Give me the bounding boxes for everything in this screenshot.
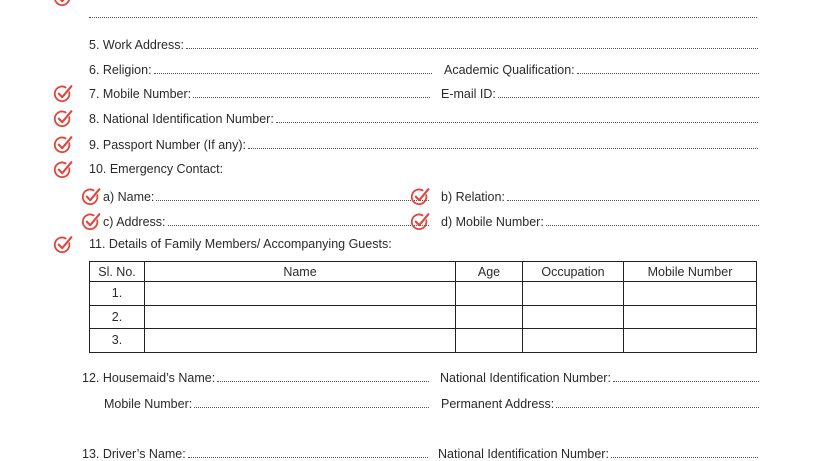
- mobile-number-label: 7. Mobile Number:: [89, 87, 192, 101]
- col-header-occupation: Occupation: [523, 262, 624, 282]
- col-header-mobile-number: Mobile Number: [624, 262, 757, 282]
- family-members-table: [89, 261, 757, 353]
- academic-qualification-field[interactable]: [444, 61, 759, 77]
- address-continuation-line: [89, 16, 757, 18]
- housemaid-address-field[interactable]: [441, 395, 759, 411]
- table-row: [90, 305, 757, 329]
- housemaid-mobile-field[interactable]: [104, 395, 429, 411]
- table-row: [90, 282, 757, 306]
- housemaid-nid-field[interactable]: [440, 369, 759, 385]
- housemaid-nid-label: National Identification Number:: [440, 371, 611, 385]
- occupation-cell[interactable]: [523, 282, 624, 306]
- emergency-address-field[interactable]: [103, 213, 429, 229]
- table-row: [90, 329, 757, 353]
- emergency-relation-field[interactable]: [441, 188, 759, 204]
- checkmark-circle-icon: [53, 109, 73, 129]
- driver-nid-field[interactable]: [438, 445, 758, 461]
- housemaid-address-label: Permanent Address:: [441, 397, 555, 411]
- passport-field[interactable]: [89, 136, 758, 152]
- mobile-cell[interactable]: [624, 329, 757, 353]
- religion-label: 6. Religion:: [89, 63, 152, 77]
- checkmark-circle-icon: [410, 187, 430, 207]
- emergency-name-label: a) Name:: [103, 190, 155, 204]
- housemaid-mobile-label: Mobile Number:: [104, 397, 193, 411]
- family-members-heading: 11. Details of Family Members/ Accompanying Guests:: [89, 237, 392, 251]
- emergency-address-label: c) Address:: [103, 215, 166, 229]
- checkmark-circle-icon: [53, 235, 73, 255]
- housemaid-name-field[interactable]: [82, 369, 429, 385]
- checkmark-circle-icon: [53, 135, 73, 155]
- driver-name-label: 13. Driver’s Name:: [82, 447, 186, 461]
- checkmark-circle-icon: [53, 0, 73, 8]
- academic-qualification-label: Academic Qualification:: [444, 63, 575, 77]
- emergency-contact-heading: 10. Emergency Contact:: [89, 162, 224, 176]
- housemaid-name-label: 12. Housemaid’s Name:: [82, 371, 216, 385]
- col-header-name: Name: [145, 262, 456, 282]
- emergency-mobile-field[interactable]: [441, 213, 759, 229]
- col-header-sl-no: Sl. No.: [90, 262, 145, 282]
- occupation-cell[interactable]: [523, 329, 624, 353]
- age-cell[interactable]: [456, 329, 523, 353]
- name-cell[interactable]: [145, 329, 456, 353]
- checkmark-circle-icon: [53, 160, 73, 180]
- driver-nid-label: National Identification Number:: [438, 447, 609, 461]
- religion-field[interactable]: [89, 61, 432, 77]
- email-field[interactable]: [441, 85, 759, 101]
- nid-field[interactable]: [89, 110, 758, 126]
- name-cell[interactable]: [145, 305, 456, 329]
- mobile-number-field[interactable]: [89, 85, 430, 101]
- checkmark-circle-icon: [81, 212, 101, 232]
- email-label: E-mail ID:: [441, 87, 496, 101]
- row-serial: 3.: [90, 329, 145, 353]
- work-address-label: 5. Work Address:: [89, 38, 184, 52]
- nid-label: 8. National Identification Number:: [89, 112, 274, 126]
- emergency-mobile-label: d) Mobile Number:: [441, 215, 544, 229]
- emergency-name-field[interactable]: [103, 188, 429, 204]
- checkmark-circle-icon: [410, 212, 430, 232]
- mobile-cell[interactable]: [624, 282, 757, 306]
- checkmark-circle-icon: [81, 187, 101, 207]
- checkmark-circle-icon: [53, 84, 73, 104]
- row-serial: 2.: [90, 305, 145, 329]
- emergency-relation-label: b) Relation:: [441, 190, 505, 204]
- passport-label: 9. Passport Number (If any):: [89, 138, 247, 152]
- mobile-cell[interactable]: [624, 305, 757, 329]
- work-address-field[interactable]: [89, 36, 758, 52]
- table-header-row: [90, 262, 757, 282]
- age-cell[interactable]: [456, 282, 523, 306]
- col-header-age: Age: [456, 262, 523, 282]
- age-cell[interactable]: [456, 305, 523, 329]
- name-cell[interactable]: [145, 282, 456, 306]
- row-serial: 1.: [90, 282, 145, 306]
- occupation-cell[interactable]: [523, 305, 624, 329]
- driver-name-field[interactable]: [82, 445, 428, 461]
